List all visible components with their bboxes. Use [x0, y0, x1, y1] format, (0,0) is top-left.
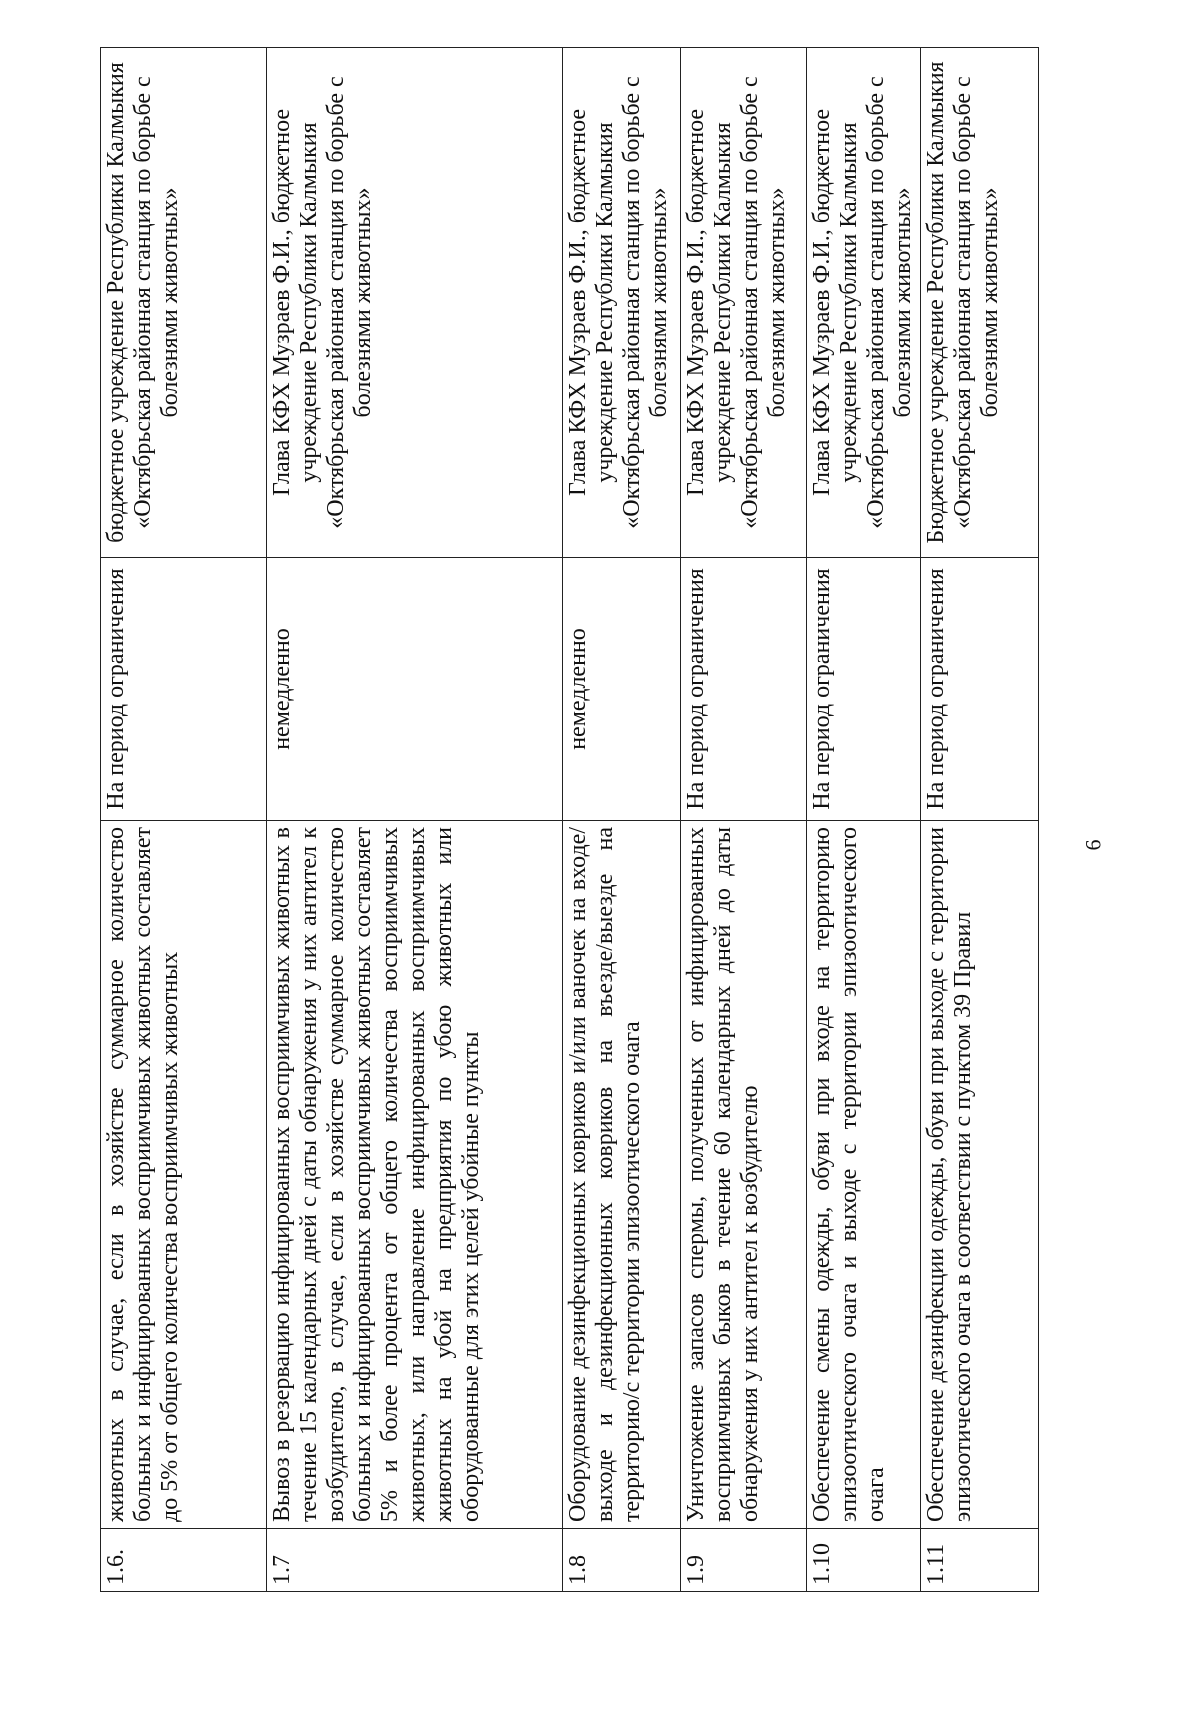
table-row — [681, 48, 807, 1592]
row-action: Обеспечение смены одежды, обуви при входе на территорию эпизоотического очага и выходе с территории эпизоотического очага — [807, 821, 921, 1529]
row-responsible: Глава КФХ Музраев Ф.И., бюджетное учреждение Республики Калмыкия «Октябрьская районная станция по борьбе с болезнями животных» — [807, 48, 921, 558]
row-number: 1.7 — [267, 1529, 563, 1592]
row-number: 1.10 — [807, 1529, 921, 1592]
row-number: 1.9 — [681, 1529, 807, 1592]
row-number: 1.11 — [921, 1529, 1039, 1592]
row-responsible: бюджетное учреждение Республики Калмыкия «Октябрьская районная станция по борьбе с болезнями животных» — [101, 48, 267, 558]
row-responsible: Глава КФХ Музраев Ф.И., бюджетное учреждение Республики Калмыкия «Октябрьская районная станция по борьбе с болезнями животных» — [563, 48, 681, 558]
row-term: На период ограничения — [681, 558, 807, 821]
row-action: Оборудование дезинфекционных ковриков и/или ваночек на входе/выходе и дезинфекционных ковриков на въезде/выезде на территорию/с территории эпизоотического очага — [563, 821, 681, 1529]
row-number: 1.8 — [563, 1529, 681, 1592]
rotated-content — [100, 47, 1045, 1592]
row-action: животных в случае, если в хозяйстве суммарное количество больных и инфицированных восприимчивых животных составляет до 5% от общего количества восприимчивых животных — [101, 821, 267, 1529]
row-action: Обеспечение дезинфекции одежды, обуви при выходе с территории эпизоотического очага в соответствии с пунктом 39 Правил — [921, 821, 1039, 1529]
row-responsible: Бюджетное учреждение Республики Калмыкия «Октябрьская районная станция по борьбе с болезнями животных» — [921, 48, 1039, 558]
page-number: 6 — [1080, 839, 1106, 851]
row-term: немедленно — [267, 558, 563, 821]
row-action: Уничтожение запасов спермы, полученных от инфицированных восприимчивых быков в течение 60 календарных дней до даты обнаружения у них антител к возбудителю — [681, 821, 807, 1529]
row-term: немедленно — [563, 558, 681, 821]
table-row — [101, 48, 267, 1592]
row-responsible: Глава КФХ Музраев Ф.И., бюджетное учреждение Республики Калмыкия «Октябрьская районная станция по борьбе с болезнями животных» — [267, 48, 563, 558]
measures-table — [100, 47, 1039, 1592]
row-term: На период ограничения — [807, 558, 921, 821]
table-row — [563, 48, 681, 1592]
row-number: 1.6. — [101, 1529, 267, 1592]
table-row — [921, 48, 1039, 1592]
table-row — [267, 48, 563, 1592]
table-row — [807, 48, 921, 1592]
row-term: На период ограничения — [101, 558, 267, 821]
row-term: На период ограничения — [921, 558, 1039, 821]
row-responsible: Глава КФХ Музраев Ф.И., бюджетное учреждение Республики Калмыкия «Октябрьская районная станция по борьбе с болезнями животных» — [681, 48, 807, 558]
row-action: Вывоз в резервацию инфицированных восприимчивых животных в течение 15 календарных дней с даты обнаружения у них антител к возбудителю, в случае, если в хозяйстве суммарное количество больных и инфицированных восприимчивых животных составляет 5% и более процента от общего количества восприимчивых животных, или направление инфицированных восприимчивых животных на убой на предприятия по убою животных или оборудованные для этих целей убойные пункты — [267, 821, 563, 1529]
